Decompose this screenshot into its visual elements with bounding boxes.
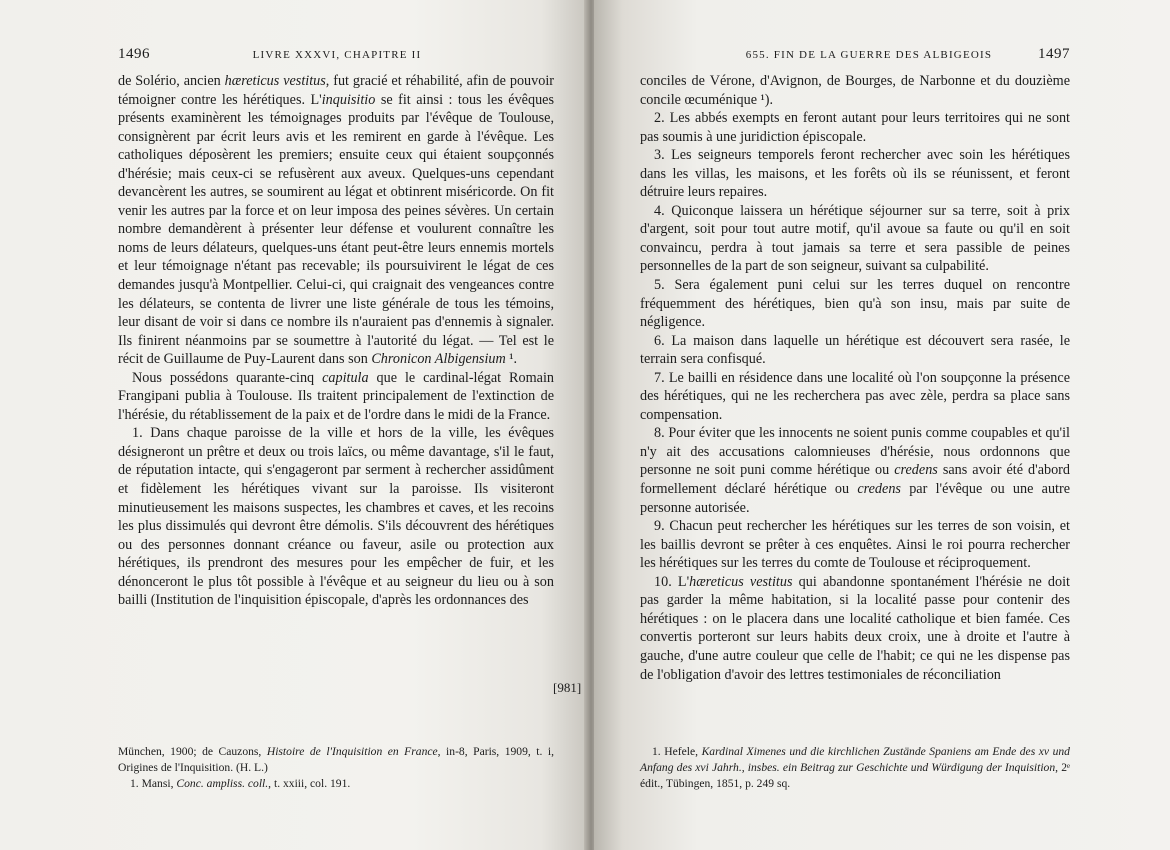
text-run: 9. Chacun peut rechercher les hérétiques sur les terres de son voisin, et les baillis devront se prêter à ces enquêtes. Ainsi le roi pourra rechercher les hérétiques sur les terres du comte de Toulouse et réciproquement.: [640, 518, 1070, 572]
italic-text: capitula: [322, 369, 369, 386]
left-running-head: [118, 46, 554, 68]
right-page-number: 1497: [1037, 46, 1070, 62]
text-run: qui abandonne spontanément l'hérésie ne doit pas garder la même habitation, si la localité passe pour contenir des hérétiques : on le placera dans une localité catholique et bien famée. Ces convertis porteront sur leurs habits deux croix, une à droite et l'autre à gauche, d'une autre couleur que celle de l'habit; ce qui ne les dispense pas de l'obligation d'avoir des lettres testimoniales de réconciliation: [640, 573, 1070, 683]
text-run: 6. La maison dans laquelle un hérétique est découvert sera rasée, le terrain sera confisqué.: [640, 332, 1070, 368]
text-run: 5. Sera également puni celui sur les terres duquel on rencontre fréquemment des hérétiques, bien qu'à son insu, mais par suite de négligence.: [640, 277, 1070, 331]
paragraph: [640, 109, 1070, 146]
paragraph: [640, 424, 1070, 517]
text-run: ¹.: [505, 351, 518, 368]
italic-text: Chronicon Albigensium: [371, 351, 506, 368]
text-run: se fit ainsi : tous les évêques présents examinèrent les témoignages produits par l'évêque de Toulouse, consignèrent par écrit leurs avis et les remirent en garde à l'évêque. Les catholiques déposèrent les premiers; ensuite ceux qui étaient soupçonnés d'hérésie; mais ceux-ci se refusèrent aux aveux. Quelques-uns cependant devancèrent les autres, se soumirent au légat et obtinrent miséricorde. On fit venir les autres par la force et on leur imposa des peines sévères. Un certain nombre demandèrent à présenter leur défense et voulurent connaître les noms de leurs délateurs, quelques-uns étant peut-être leurs ennemis mortels et leur témoignage n'étant pas recevable; ils poursuivirent le légat de ces demandes jusqu'à Montpellier. Celui-ci, qui craignait des vengeances contre les délateurs, se contenta de livrer une liste générale de tous les témoins, leur disant de voir si dans ce nombre ils n'auraient pas d'ennemis à signaler. Ils finirent néanmoins par se soumettre à l'autorité du légat. — Tel est le récit de Guillaume de Puy-Laurent dans son: [118, 91, 554, 368]
paragraph: [640, 146, 1070, 202]
paragraph: [118, 776, 554, 792]
italic-text: hæreticus vestitus: [689, 573, 793, 590]
italic-text: Conc. ampliss. coll.: [176, 777, 269, 790]
right-running-head: [640, 46, 1070, 68]
paragraph: [640, 744, 1070, 792]
paragraph: [118, 369, 554, 425]
italic-text: Histoire de l'Inquisition en France: [266, 745, 438, 758]
paragraph: [640, 573, 1070, 684]
text-run: 1. Hefele,: [652, 745, 702, 758]
text-run: 3. Les seigneurs temporels feront rechercher avec soin les hérétiques dans les villas, les maisons, et les forêts où ils se réunissent, et feront détruire leurs repaires.: [640, 147, 1070, 201]
italic-text: credens: [857, 481, 901, 498]
italic-text: Kardinal Ximenes und die kirchlichen Zustände Spaniens am Ende des xv und Anfang des xvi Jahrh., insbes. ein Beitrag zur Geschichte und Würdigung der Inquisition: [640, 745, 1070, 774]
left-page-number: 1496: [118, 46, 150, 62]
left-running-title: LIVRE XXXVI, CHAPITRE II: [252, 49, 422, 61]
text-run: 4. Quiconque laissera un hérétique séjourner sur sa terre, soit à prix d'argent, soit pour tout autre motif, qu'il avoue sa faute ou qu'il en soit convaincu, perdra à tout jamais sa terre et sera passible de peines personnelles de la part de son seigneur, suivant sa culpabilité.: [640, 202, 1070, 275]
right-running-title: 655. FIN DE LA GUERRE DES ALBIGEOIS: [745, 49, 993, 61]
text-run: 1. Dans chaque paroisse de la ville et hors de la ville, les évêques désigneront un prêtre et deux ou trois laïcs, ou même davantage, s'il le faut, de réputation intacte, qui s'engageront par serment à rechercher assidûment et fidèlement les hérétiques vivant sur la paroisse. Ils visiteront minutieusement les maisons suspectes, les chambres et caves, et les recoins les plus dissimulés qui devront être démolis. S'ils découvrent des hérétiques ou des personnes donnant créance ou faveur, asile ou protection aux hérétiques, ils prendront des mesures pour les empêcher de fuir, et les dénonceront le plus tôt possible à l'évêque et au seigneur du lieu ou à son bailli (Institution de l'inquisition épiscopale, d'après les ordonnances des: [118, 425, 554, 609]
paragraph: [640, 369, 1070, 425]
text-run: München, 1900; de Cauzons,: [118, 745, 267, 758]
paragraph: [640, 276, 1070, 332]
text-run: , t. xxiii, col. 191.: [268, 777, 351, 790]
text-run: 7. Le bailli en résidence dans une localité où l'on soupçonne la présence des hérétiques, qui ne les recherchera pas avec zèle, perdra sa place sans compensation.: [640, 369, 1070, 423]
paragraph: [640, 517, 1070, 573]
text-run: 2. Les abbés exempts en feront autant pour leurs territoires qui ne sont pas soumis à une juridiction épiscopale.: [640, 110, 1070, 145]
text-run: 8. Pour éviter que les innocents ne soient punis comme coupables et qu'il n'y ait des accusations calomnieuses d'hérésie, nous ordonnons que personne ne soit puni comme hérétique ou: [640, 425, 1070, 479]
text-run: de Solério, ancien: [118, 73, 225, 89]
right-page: [594, 0, 1170, 850]
text-run: , in-8, Paris, 1909, t. i, Origines de l'Inquisition. (H. L.): [118, 745, 554, 774]
text-run: par l'évêque ou une autre personne autorisée.: [640, 481, 1071, 516]
text-run: que le cardinal-légat Romain Frangipani publia à Toulouse. Ils traitent principalement de l'extinction de l'hérésie, du rétablissement de la paix et de l'ordre dans le midi de la France.: [118, 369, 554, 423]
italic-text: inquisitio: [321, 91, 376, 108]
text-run: sans avoir été d'abord formellement déclaré hérétique ou: [640, 462, 1070, 498]
paragraph: [118, 744, 554, 776]
text-run: Nous possédons quarante-cinq: [132, 369, 323, 386]
text-run: conciles de Vérone, d'Avignon, de Bourges, de Narbonne et du douzième concile œcuménique ¹).: [640, 73, 1070, 108]
paragraph: [640, 72, 1070, 109]
text-run: , fut gracié et réhabilité, afin de pouvoir témoigner contre les hérétiques. L': [118, 73, 554, 108]
right-body-text: [640, 72, 1070, 684]
text-run: 10. L': [654, 573, 690, 590]
italic-text: hæreticus vestitus: [224, 73, 326, 89]
left-body-text: [118, 72, 554, 610]
text-run: 1. Mansi,: [130, 777, 177, 790]
left-footnotes: [118, 744, 554, 792]
paragraph: [640, 202, 1070, 276]
right-footnotes: [640, 744, 1070, 792]
paragraph: [640, 332, 1070, 369]
paragraph: [118, 424, 554, 609]
italic-text: credens: [894, 462, 938, 479]
text-run: , 2ᵉ édit., Tübingen, 1851, p. 249 sq.: [640, 761, 1070, 790]
margin-page-reference: [981]: [553, 680, 582, 695]
paragraph: [118, 72, 554, 369]
